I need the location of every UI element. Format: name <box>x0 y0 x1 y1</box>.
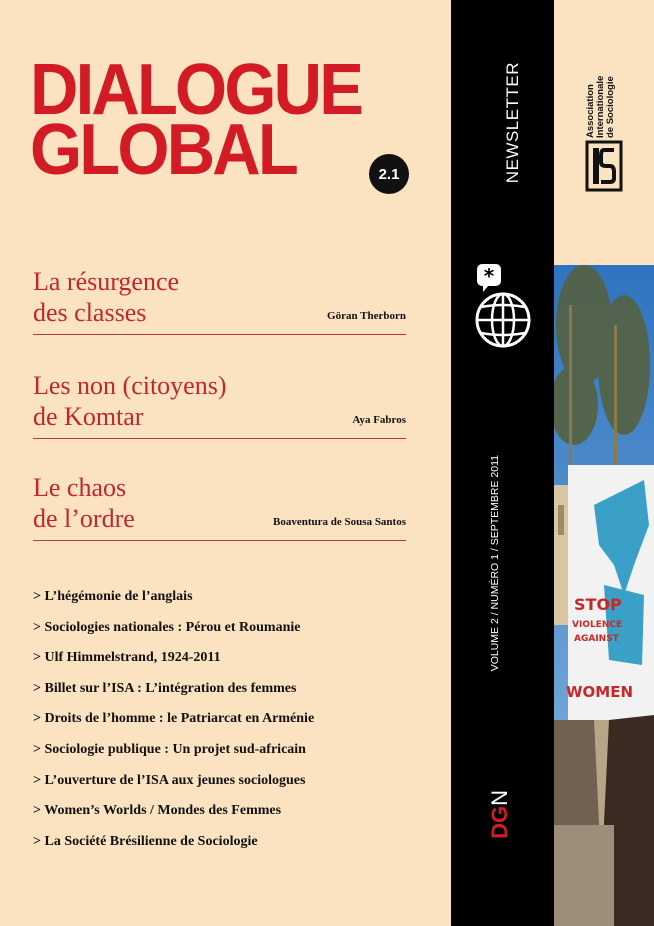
feature-title: Les non (citoyens) de Komtar <box>33 371 227 431</box>
feature-title: La résurgence des classes <box>33 267 180 327</box>
toc-item[interactable]: > Ulf Himmelstrand, 1924-2011 <box>33 650 221 666</box>
table-of-contents <box>33 589 314 864</box>
globe-icon <box>459 262 539 352</box>
sign-text-3: AGAINST <box>574 634 619 644</box>
feature-title: Le chaos de l’ordre <box>33 473 135 533</box>
toc-item[interactable]: > L’hégémonie de l’anglais <box>33 589 193 604</box>
isa-name: Association Internationale de Sociologie <box>585 75 616 138</box>
spine <box>451 0 554 926</box>
sign-text-1: STOP <box>574 595 622 614</box>
issue-badge: 2.1 <box>369 154 409 194</box>
feature-author: Aya Fabros <box>352 414 406 426</box>
feature-article-1[interactable] <box>33 266 406 335</box>
feature-article-3[interactable] <box>33 472 406 541</box>
toc-item[interactable]: > L’ouverture de l’ISA aux jeunes sociologues <box>33 772 306 788</box>
isa-logo-icon <box>584 140 624 192</box>
toc-item[interactable]: > Women’s Worlds / Mondes des Femmes <box>33 803 282 819</box>
masthead-line-1: DIALOGUE <box>30 50 362 130</box>
svg-text:*: * <box>483 264 495 288</box>
toc-item[interactable]: > La Société Brésilienne de Sociologie <box>33 833 258 849</box>
volume-info: VOLUME 2 / NUMÉRO 1 / SEPTEMBRE 2011 <box>489 455 501 672</box>
feature-article-2[interactable] <box>33 370 406 439</box>
toc-item[interactable]: > Billet sur l’ISA : L’intégration des femmes <box>33 680 297 696</box>
newsletter-label: NEWSLETTER <box>503 62 522 184</box>
isa-panel <box>554 0 654 265</box>
masthead <box>30 50 362 190</box>
feature-author: Boaventura de Sousa Santos <box>273 516 406 528</box>
dgn-logo: DGN <box>487 790 512 839</box>
sign-text-4: WOMEN <box>566 683 634 701</box>
sign-text-2: VIOLENCE <box>572 620 623 630</box>
toc-item[interactable]: > Sociologie publique : Un projet sud-africain <box>33 741 306 757</box>
toc-item[interactable]: > Droits de l’homme : le Patriarcat en Arménie <box>33 711 315 727</box>
feature-author: Göran Therborn <box>327 310 406 322</box>
cover-photo <box>554 265 654 926</box>
masthead-line-2: GLOBAL <box>30 110 296 190</box>
toc-item[interactable]: > Sociologies nationales : Pérou et Roumanie <box>33 619 301 635</box>
